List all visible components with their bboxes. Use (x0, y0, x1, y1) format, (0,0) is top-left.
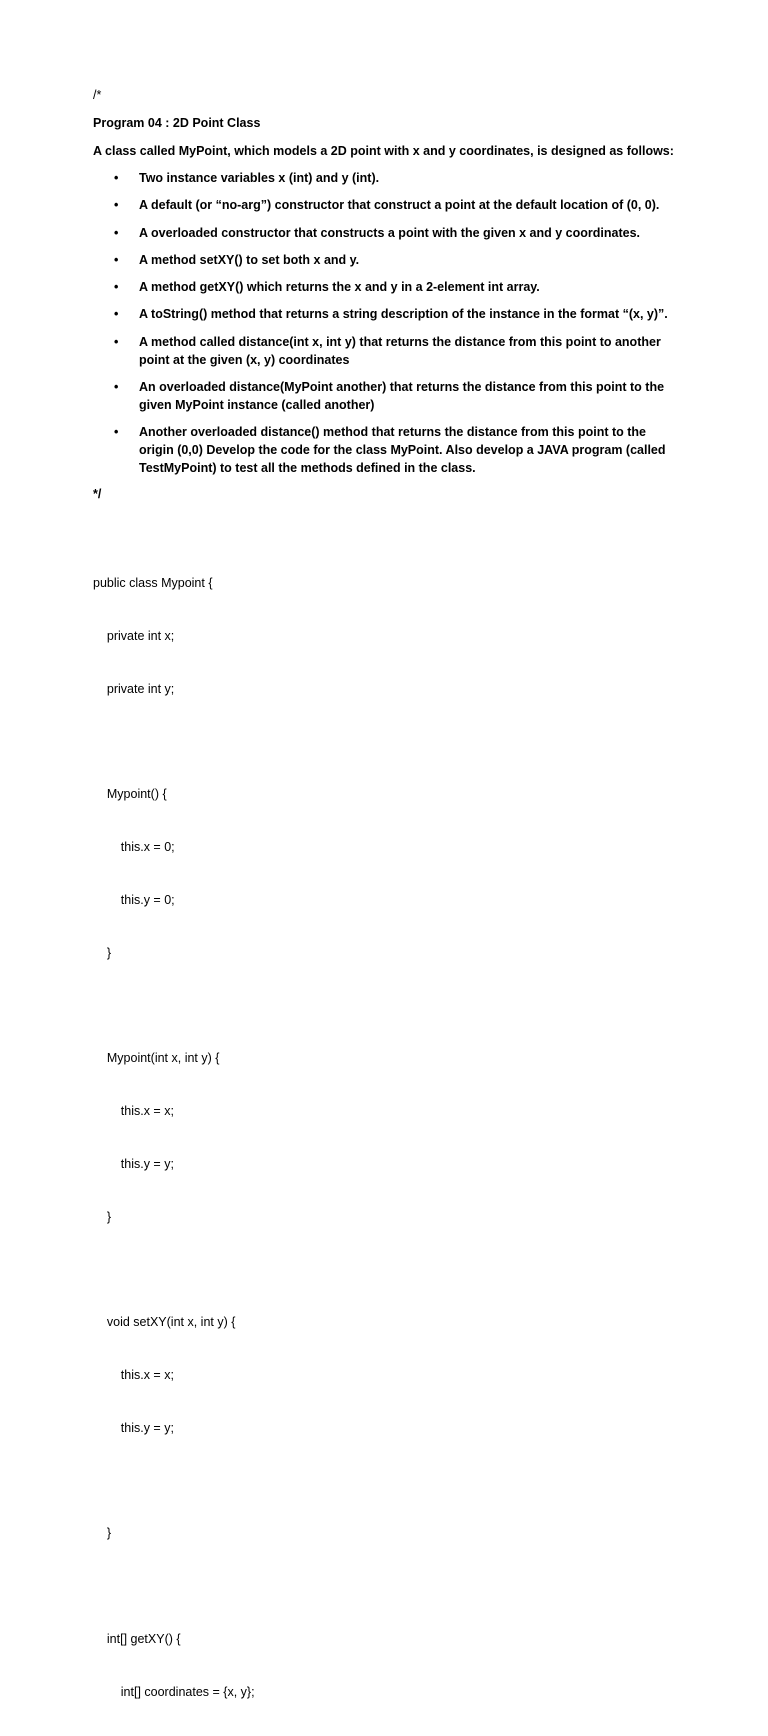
bullet-icon: • (114, 226, 119, 240)
list-item-text: Another overloaded distance() method that returns the distance from this point to the origin (0,0) Develop the code for the class MyPoint. Also develop a JAVA program (called TestMyPoint) to test all the methods defined in the class. (139, 425, 666, 475)
code-line: } (93, 1209, 112, 1224)
bullet-icon: • (114, 335, 119, 349)
list-item-text: A method called distance(int x, int y) that returns the distance from this point to another point at the given (x, y) coordinates (139, 335, 661, 367)
bullet-icon: • (114, 198, 119, 212)
code-line: this.x = 0; (93, 840, 175, 855)
bullet-icon: • (114, 171, 119, 185)
code-line: int[] getXY() { (93, 1631, 181, 1646)
comment-open: /* (93, 88, 102, 102)
code-line: this.x = x; (93, 1367, 174, 1382)
code-line (93, 1261, 255, 1279)
code-line: } (93, 1526, 112, 1541)
bullet-icon: • (114, 380, 119, 394)
intro-paragraph: A class called MyPoint, which models a 2D point with x and y coordinates, is designed as follows: (93, 144, 674, 158)
code-line: this.x = x; (93, 1104, 174, 1118)
comment-close: */ (93, 487, 102, 501)
list-item-text: A method setXY() to set both x and y. (139, 253, 360, 267)
code-line: this.y = 0; (93, 892, 175, 907)
bullet-icon: • (114, 253, 119, 267)
program-heading: Program 04 : 2D Point Class (93, 116, 261, 130)
list-item-text: Two instance variables x (int) and y (int). (139, 171, 380, 185)
code-line (93, 997, 255, 1015)
code-line: Mypoint(int x, int y) { (93, 1051, 220, 1066)
code-line: public class Mypoint { (93, 576, 213, 591)
code-line (93, 734, 255, 752)
list-item-text: A method getXY() which returns the x and y in a 2-element int array. (139, 280, 540, 294)
code-line: } (93, 945, 112, 960)
bullet-icon: • (114, 280, 119, 294)
list-item-text: A overloaded constructor that constructs a point with the given x and y coordinates. (139, 226, 641, 240)
list-item-text: An overloaded distance(MyPoint another) that returns the distance from this point to the given MyPoint instance (called another) (139, 380, 665, 412)
code-block (93, 540, 255, 1736)
code-line: private int y; (93, 681, 175, 696)
list-item-text: A toString() method that returns a string description of the instance in the format “(x, y)”. (139, 307, 668, 321)
bullet-icon: • (114, 425, 119, 439)
code-line: private int x; (93, 628, 175, 643)
code-line: void setXY(int x, int y) { (93, 1315, 236, 1330)
code-line: this.y = y; (93, 1420, 174, 1435)
code-line: Mypoint() { (93, 787, 167, 802)
list-item-text: A default (or “no-arg”) constructor that construct a point at the default location of (0, 0). (139, 198, 660, 212)
code-line (93, 1472, 255, 1490)
code-line (93, 1578, 255, 1596)
bullet-icon: • (114, 307, 119, 321)
code-line: int[] coordinates = {x, y}; (93, 1684, 255, 1699)
code-line: this.y = y; (93, 1156, 174, 1171)
